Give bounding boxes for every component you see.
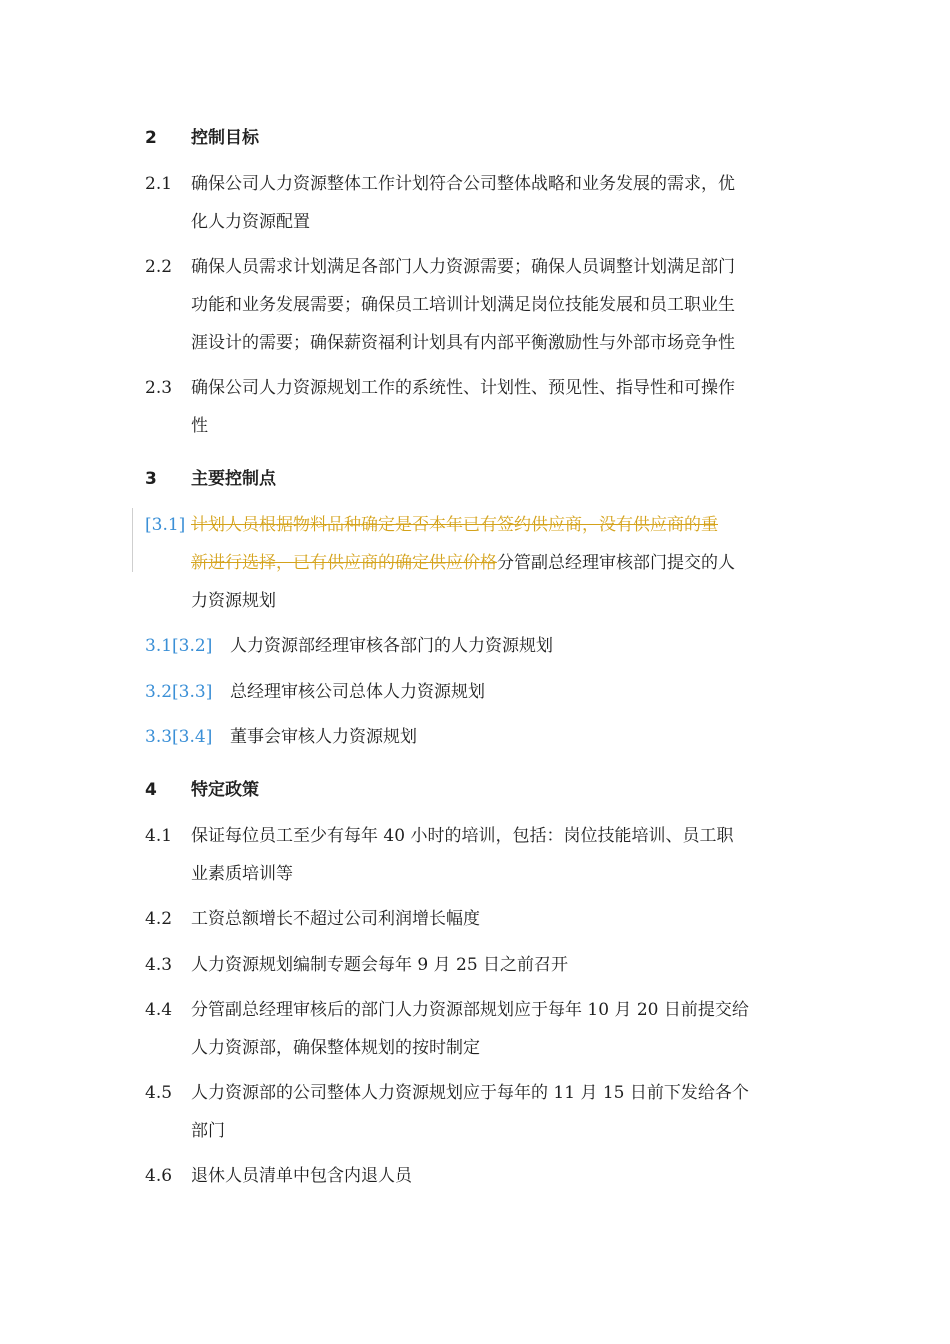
revision-number: [3.1] [145, 515, 186, 535]
text-line: 董事会审核人力资源规划 [230, 727, 417, 747]
text-line: 力资源规划 [191, 591, 276, 611]
item-number-text: 3.3 [145, 727, 173, 747]
item-number: 4.4 [145, 1000, 173, 1020]
text-line: 业素质培训等 [191, 864, 293, 884]
item-text [230, 718, 805, 756]
text-line: 功能和业务发展需要；确保员工培训计划满足岗位技能发展和员工职业生 [191, 295, 735, 315]
text-line: 确保公司人力资源规划工作的系统性、计划性、预见性、指导性和可操作 [191, 378, 735, 398]
item-text [230, 673, 805, 711]
item-text [191, 946, 805, 984]
text-line: 确保公司人力资源整体工作计划符合公司整体战略和业务发展的需求，优 [191, 174, 735, 194]
section-number: 2 [145, 128, 157, 148]
item-number: 4.2 [145, 909, 173, 929]
text-line: 工资总额增长不超过公司利润增长幅度 [191, 909, 480, 929]
item-text [191, 900, 805, 938]
item-text [191, 1074, 805, 1150]
text-line: 分管副总经理审核后的部门人力资源部规划应于每年 10 月 20 日前提交给 [191, 1000, 749, 1020]
deleted-text: 新进行选择，已有供应商的确定供应价格 [191, 553, 497, 573]
item-text [230, 627, 805, 665]
item-text [191, 369, 805, 445]
text-line: 人力资源规划编制专题会每年 9 月 25 日之前召开 [191, 955, 569, 975]
item-number-text: 3.1 [145, 636, 173, 656]
text-line: 人力资源部，确保整体规划的按时制定 [191, 1038, 480, 1058]
item-number: 2.3 [145, 378, 173, 398]
item-text [191, 991, 805, 1067]
text-line: 总经理审核公司总体人力资源规划 [230, 682, 485, 702]
item-text [191, 165, 805, 241]
section-title: 特定政策 [191, 780, 259, 800]
section-title: 控制目标 [191, 128, 259, 148]
revision-number: [3.2] [172, 636, 213, 656]
item-number [145, 633, 212, 671]
item-text [191, 817, 805, 893]
text-line: 人力资源部的公司整体人力资源规划应于每年的 11 月 15 日前下发给各个 [191, 1083, 749, 1103]
section-number: 4 [145, 780, 157, 800]
text-line: 人力资源部经理审核各部门的人力资源规划 [230, 636, 553, 656]
inserted-text: 分管副总经理审核部门提交的人 [497, 553, 735, 573]
item-number: 4.3 [145, 955, 173, 975]
text-line: 涯设计的需要；确保薪资福利计划具有内部平衡激励性与外部市场竞争性 [191, 333, 735, 353]
text-line: 部门 [191, 1121, 225, 1141]
revision-number: [3.3] [172, 682, 213, 702]
section-title: 主要控制点 [191, 469, 276, 489]
item-number-text: 3.2 [145, 682, 173, 702]
item-number [145, 724, 212, 762]
item-text [191, 506, 805, 620]
item-number: 4.5 [145, 1083, 173, 1103]
item-number: 4.1 [145, 826, 173, 846]
text-line [191, 506, 805, 544]
item-number: 4.6 [145, 1166, 173, 1186]
text-line: 保证每位员工至少有每年 40 小时的培训，包括：岗位技能培训、员工职 [191, 826, 734, 846]
text-line: 化人力资源配置 [191, 212, 310, 232]
revision-number: [3.4] [172, 727, 213, 747]
text-line: 确保人员需求计划满足各部门人力资源需要；确保人员调整计划满足部门 [191, 257, 735, 277]
item-text [191, 248, 805, 362]
item-number [145, 679, 212, 717]
revision-change-bar [132, 508, 133, 572]
item-number: 2.2 [145, 257, 173, 277]
text-line: 退休人员清单中包含内退人员 [191, 1166, 412, 1186]
deleted-text: 计划人员根据物料品种确定是否本年已有签约供应商，没有供应商的重 [191, 515, 718, 535]
text-line: 性 [191, 416, 208, 436]
item-text [191, 1157, 805, 1195]
item-number: 2.1 [145, 174, 173, 194]
text-line [191, 544, 805, 582]
section-number: 3 [145, 469, 157, 489]
